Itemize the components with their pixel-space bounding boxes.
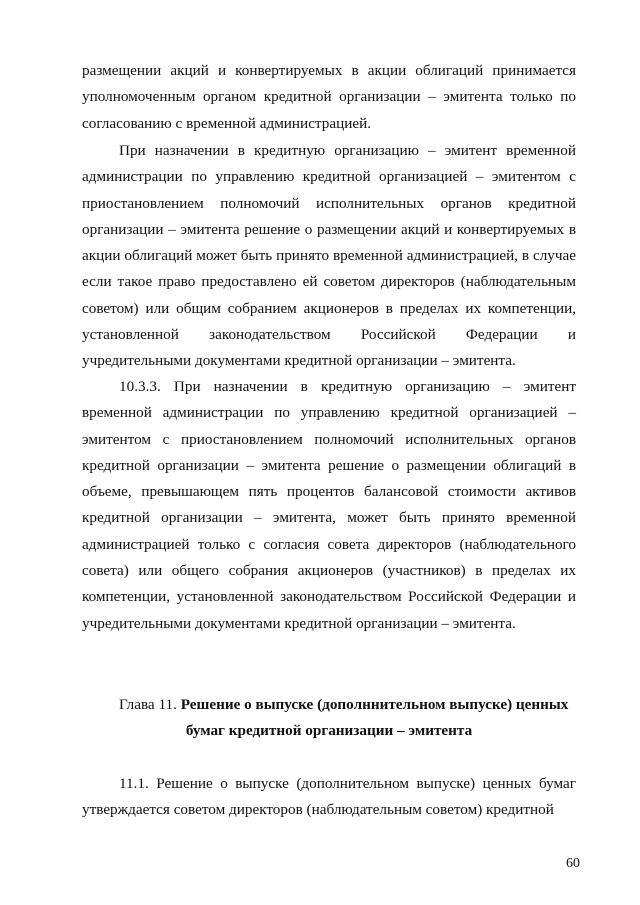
chapter-title-line1: Решение о выпуске (дополннительном выпуске) ценных [180, 696, 569, 713]
chapter-prefix: Глава 11. [119, 696, 181, 713]
paragraph-text: 11.1. Решение о выпуске (дополнительном выпуске) ценных бумаг утверждается советом директоров (наблюдательным советом) кредитной [82, 775, 576, 819]
chapter-title-line2: бумаг кредитной организации – эмитента [185, 722, 473, 740]
paragraph-continuation [82, 58, 576, 137]
chapter-heading [82, 692, 576, 745]
paragraph-temporary-administration [82, 138, 576, 375]
page-number: 60 [566, 856, 580, 871]
paragraph-text: размещении акций и конвертируемых в акции облигаций принимается уполномоченным органом кредитной организации – эмитента только по согласованию с временной администрацией. [82, 62, 576, 132]
paragraph-text: При назначении в кредитную организацию – эмитент временной администрации по управлению кредитной организацией – эмитентом с приостановлением полномочий исполнительных органов кредитной организации – эмитента решение о размещении акций и конвертируемых в акции облигаций может быть принято временной администрацией, в случае если такое право предоставлено ей советом директоров (наблюдательным советом) или общим собранием акционеров в пределах их компетенции, установленной законодательством Российской Федерации и учредительными документами кредитной организации – эмитента. [82, 142, 576, 370]
paragraph-11-1 [82, 771, 576, 824]
paragraph-10-3-3 [82, 374, 576, 637]
paragraph-text: 10.3.3. При назначении в кредитную организацию – эмитент временной администрации по управлению кредитной организацией – эмитентом с приостановлением полномочий исполнительных органов кредитной организации – эмитента решение о размещении облигаций в объеме, превышающем пять процентов балансовой стоимости активов кредитной организации – эмитента, может быть принято временной администрацией только с согласия совета директоров (наблюдательного совета) или общего собрания акционеров (участников) в пределах их компетенции, установленной законодательством Российской Федерации и учредительными документами кредитной организации – эмитента. [82, 378, 576, 632]
